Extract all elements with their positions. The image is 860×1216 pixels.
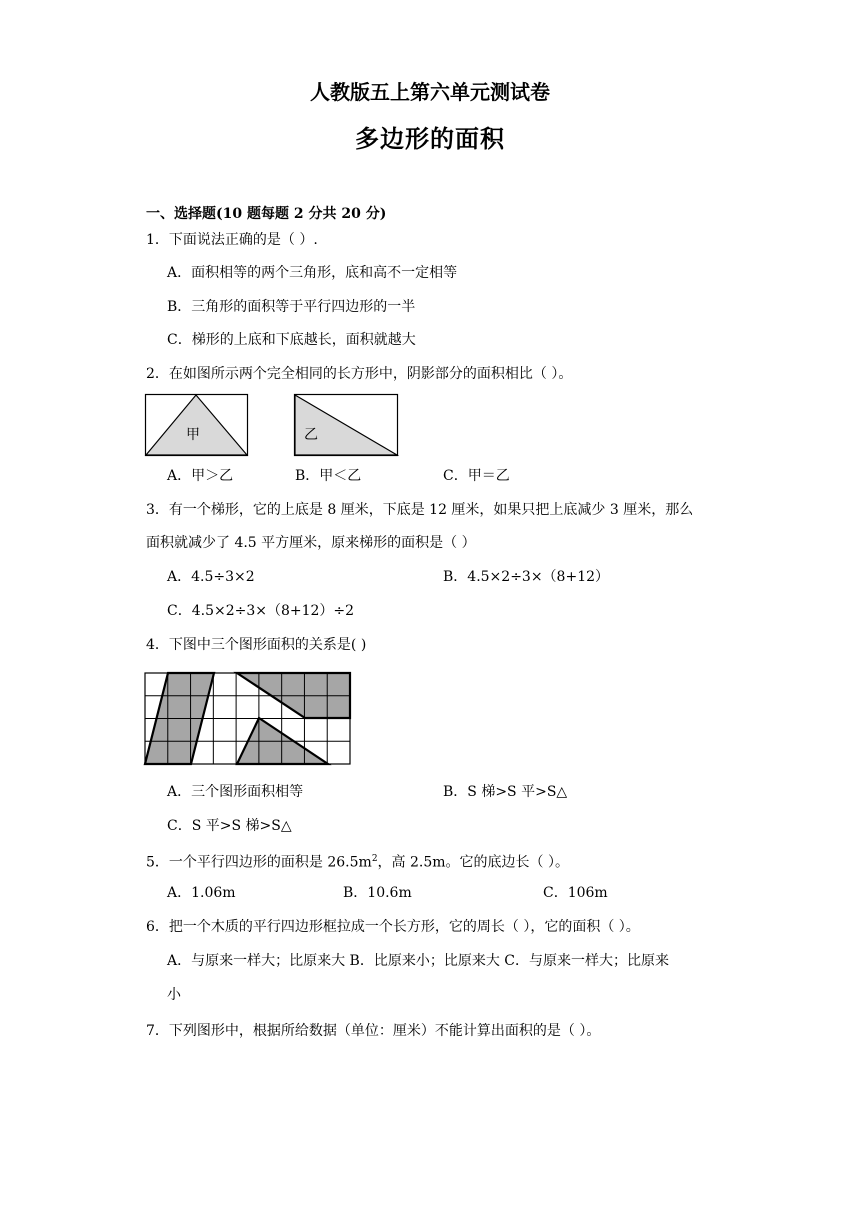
q4-grid-figure	[145, 673, 351, 765]
q5-option-a: A．1.06m	[167, 885, 236, 901]
q6-options-wrap: 小	[167, 987, 181, 1003]
q5-area-value: 26.5m	[327, 854, 372, 871]
q4-option-c: C．S 平>S 梯>S△	[167, 818, 292, 834]
q6-options: A．与原来一样大；比原来大 B．比原来小；比原来大 C．与原来一样大；比原来	[167, 953, 670, 969]
q2-stem: 2．在如图所示两个完全相同的长方形中，阴影部分的面积相比（ ）。	[146, 366, 573, 382]
q2-option-a: A．甲＞乙	[167, 468, 234, 484]
q1-option-b: B．三角形的面积等于平行四边形的一半	[167, 299, 416, 315]
q4-option-b: B．S 梯>S 平>S△	[443, 784, 568, 800]
q2-option-c: C．甲＝乙	[443, 468, 510, 484]
q1-option-a: A．面积相等的两个三角形，底和高不一定相等	[167, 265, 458, 281]
q4-stem: 4．下图中三个图形面积的关系是( )	[146, 637, 367, 653]
q3-option-b: B．4.5×2÷3×（8+12）	[443, 569, 610, 585]
section-heading: 一、选择题(10 题每题 2 分共 20 分)	[146, 206, 387, 222]
q5-option-c: C．106m	[543, 885, 608, 901]
q2-label-jia: 甲	[186, 427, 200, 443]
q1-option-c: C．梯形的上底和下底越长，面积就越大	[167, 332, 416, 348]
q3-option-a: A．4.5÷3×2	[167, 569, 255, 585]
exam-subtitle: 多边形的面积	[355, 124, 505, 153]
q5-stem	[146, 849, 569, 873]
q5-area-exponent: 2	[371, 854, 378, 864]
q6-stem: 6．把一个木质的平行四边形框拉成一个长方形，它的周长（ ），它的面积（ ）。	[146, 919, 640, 935]
q5-stem-pre: 5．一个平行四边形的面积是	[146, 854, 328, 871]
q2-label-yi: 乙	[304, 427, 318, 443]
q1-stem: 1．下面说法正确的是（ ）.	[146, 232, 318, 248]
q7-stem: 7．下列图形中，根据所给数据（单位：厘米）不能计算出面积的是（ ）。	[146, 1023, 601, 1039]
q5-stem-post: ，高 2.5m。它的底边长（ ）。	[377, 854, 569, 871]
q3-stem-line2: 面积就减少了 4.5 平方厘米，原来梯形的面积是（ ）	[146, 535, 476, 551]
q5-option-b: B．10.6m	[343, 885, 412, 901]
q4-option-a: A．三个图形面积相等	[167, 784, 304, 800]
q3-stem-line1: 3．有一个梯形，它的上底是 8 厘米，下底是 12 厘米，如果只把上底减少 3 厘米，那么	[146, 502, 694, 518]
exam-title: 人教版五上第六单元测试卷	[310, 80, 550, 104]
q2-option-b: B．甲＜乙	[295, 468, 362, 484]
q3-option-c: C．4.5×2÷3×（8+12）÷2	[167, 603, 355, 619]
